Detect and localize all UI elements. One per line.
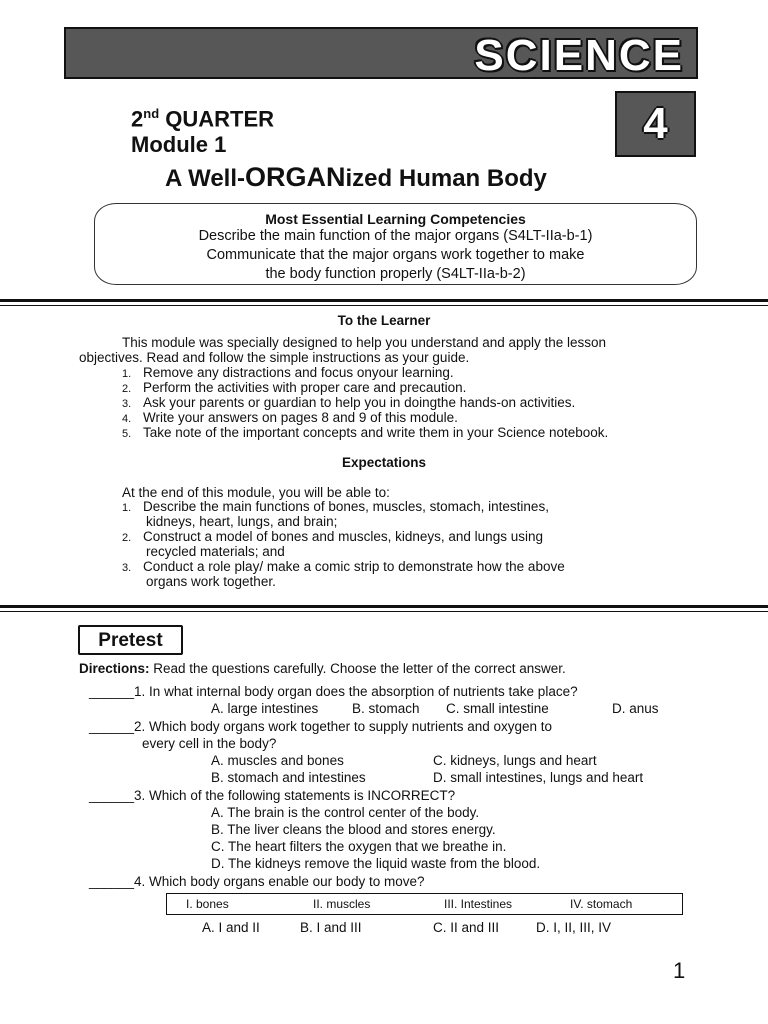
list-text: Ask your parents or guardian to help you in doingthe hands-on activities.	[143, 395, 576, 410]
directions-text: Read the questions carefully. Choose the letter of the correct answer.	[149, 661, 566, 676]
answer-choice: D. anus	[612, 701, 659, 716]
list-number: 2.	[122, 383, 132, 395]
learner-heading: To the Learner	[337, 313, 431, 328]
answer-choice: B. I and III	[300, 920, 362, 935]
list-text: Perform the activities with proper care and precaution.	[143, 380, 467, 395]
option-cell: IV. stomach	[570, 897, 633, 911]
subject-banner	[64, 27, 698, 79]
title-emphasis: ORGAN	[245, 162, 346, 192]
answer-choice: C. The heart filters the oxygen that we breathe in.	[211, 839, 507, 854]
list-text: Take note of the important concepts and write them in your Science notebook.	[143, 425, 609, 440]
list-text: Describe the main functions of bones, muscles, stomach, intestines,	[143, 499, 549, 514]
module-label: Module 1	[131, 132, 227, 157]
learner-intro-cont: objectives. Read and follow the simple instructions as your guide.	[79, 350, 470, 365]
section-divider	[0, 299, 768, 302]
answer-choice: A. muscles and bones	[211, 753, 344, 768]
learner-intro: This module was specially designed to help you understand and apply the lesson	[122, 335, 607, 350]
expectations-heading: Expectations	[341, 455, 427, 470]
quarter-label	[131, 106, 274, 132]
answer-choice: A. large intestines	[211, 701, 319, 716]
quarter-text: QUARTER	[165, 106, 275, 132]
list-item-cont: kidneys, heart, lungs, and brain;	[146, 514, 338, 529]
section-divider-thin	[0, 611, 768, 612]
competencies-box	[94, 203, 697, 285]
section-divider	[0, 605, 768, 608]
question-1: ______1. In what internal body organ does the absorption of nutrients take place?	[89, 684, 578, 699]
title-pre: A Well-	[165, 165, 246, 192]
list-text: Write your answers on pages 8 and 9 of this module.	[143, 410, 458, 425]
option-cell: II. muscles	[313, 897, 371, 911]
option-cell: III. Intestines	[444, 897, 513, 911]
list-number: 3.	[122, 398, 132, 410]
grade-number: 4	[643, 99, 668, 148]
question-4: ______4. Which body organs enable our body to move?	[89, 874, 425, 889]
pretest-label: Pretest	[78, 625, 183, 655]
competency-line: the body function properly (S4LT-IIa-b-2)	[265, 266, 526, 282]
directions-label: Directions:	[79, 661, 150, 676]
list-item	[122, 425, 608, 442]
section-divider-thin	[0, 305, 768, 306]
grade-box	[615, 91, 696, 157]
answer-choice: D. The kidneys remove the liquid waste from the blood.	[211, 856, 541, 871]
competency-line: Describe the main function of the major organs (S4LT-IIa-b-1)	[198, 228, 593, 244]
option-cell: I. bones	[186, 897, 229, 911]
competencies-heading: Most Essential Learning Competencies	[265, 211, 526, 227]
list-number: 3.	[122, 562, 132, 574]
question-2: ______2. Which body organs work together to supply nutrients and oxygen to	[89, 719, 553, 734]
answer-choice: B. stomach and intestines	[211, 770, 366, 785]
answer-choice: C. small intestine	[446, 701, 549, 716]
module-title	[165, 162, 547, 193]
subject-title: SCIENCE	[474, 31, 684, 80]
question-3: ______3. Which of the following statements is INCORRECT?	[89, 788, 456, 803]
page-number: 1	[673, 958, 686, 983]
answer-choice: B. stomach	[352, 701, 420, 716]
list-item-cont: organs work together.	[146, 574, 276, 589]
answer-choice: B. The liver cleans the blood and stores energy.	[211, 822, 496, 837]
list-number: 5.	[122, 428, 132, 440]
option-table	[166, 893, 683, 915]
answer-choice: D. small intestines, lungs and heart	[433, 770, 644, 785]
quarter-ordinal: nd	[143, 106, 160, 121]
list-number: 2.	[122, 532, 132, 544]
answer-choice: A. I and II	[202, 920, 260, 935]
answer-choice: C. kidneys, lungs and heart	[433, 753, 597, 768]
question-2-cont: every cell in the body?	[142, 736, 277, 751]
directions	[79, 660, 566, 677]
list-text: Remove any distractions and focus onyour learning.	[143, 365, 454, 380]
list-number: 1.	[122, 502, 132, 514]
list-number: 1.	[122, 368, 132, 380]
list-number: 4.	[122, 413, 132, 425]
quarter-number: 2	[131, 106, 144, 132]
expectations-intro: At the end of this module, you will be able to:	[122, 485, 390, 500]
answer-choice: D. I, II, III, IV	[536, 920, 612, 935]
list-item-cont: recycled materials; and	[146, 544, 285, 559]
list-text: Construct a model of bones and muscles, kidneys, and lungs using	[143, 529, 543, 544]
list-text: Conduct a role play/ make a comic strip to demonstrate how the above	[143, 559, 565, 574]
answer-choice: C. II and III	[433, 920, 500, 935]
competency-line: Communicate that the major organs work together to make	[206, 247, 585, 263]
title-post: ized Human Body	[345, 165, 547, 192]
answer-choice: A. The brain is the control center of the body.	[211, 805, 480, 820]
